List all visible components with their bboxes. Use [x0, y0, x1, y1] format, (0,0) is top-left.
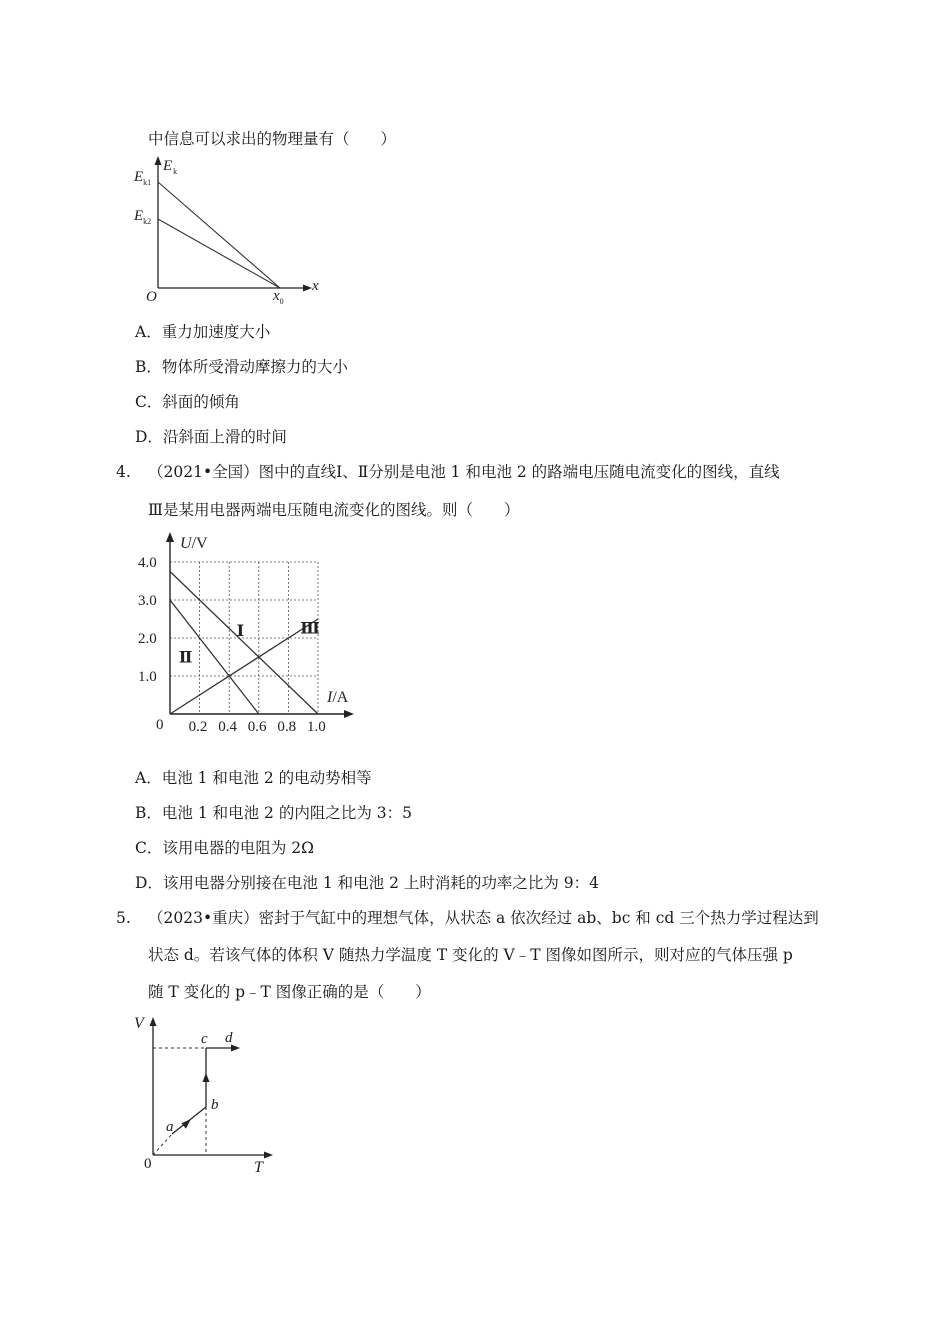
q4-x-tick-label: 1.0	[307, 719, 326, 735]
q4-ui-chart	[128, 528, 368, 740]
q5-point-d: d	[225, 1030, 233, 1046]
q5-point-a: a	[166, 1119, 174, 1135]
q5-y-axis-arrow	[150, 1017, 157, 1026]
q3-x-axis-arrow	[303, 285, 312, 292]
q4-y-tick-label: 1.0	[138, 669, 157, 685]
q5-arrow-ab	[182, 1119, 192, 1129]
q5-stem-line2: 状态 d。若该气体的体积 V 随热力学温度 T 变化的 V﹣T 图像如图所示，则对应的气体压强 p	[148, 946, 793, 964]
q4-x-tick-label: 0.4	[218, 719, 237, 735]
q4-option-b[interactable]: B．电池 1 和电池 2 的内阻之比为 3：5	[135, 804, 412, 822]
q4-stem-line1: （2021•全国）图中的直线Ⅰ、Ⅱ分别是电池 1 和电池 2 的路端电压随电流变化的图线，直线	[148, 463, 780, 481]
q5-arrow-bc	[203, 1073, 210, 1082]
q3-option-b[interactable]: B．物体所受滑动摩擦力的大小	[135, 358, 348, 376]
q4-option-d[interactable]: D．该用电器分别接在电池 1 和电池 2 上时消耗的功率之比为 9：4	[135, 874, 600, 892]
q3-option-c[interactable]: C．斜面的倾角	[135, 393, 240, 411]
q5-number: 5.	[116, 909, 131, 927]
q3-option-d[interactable]: D．沿斜面上滑的时间	[135, 428, 287, 446]
q4-x-tick-label: 0.6	[247, 719, 267, 735]
q4-y-tick-label: 2.0	[138, 631, 157, 647]
q3-ek1-label: $E_{k1}$	[134, 169, 152, 187]
q4-stem-line2: Ⅲ是某用电器两端电压随电流变化的图线。则（ ）	[148, 501, 520, 519]
q3-y-axis-label: $E_k$	[163, 158, 178, 176]
q4-option-a[interactable]: A．电池 1 和电池 2 的电动势相等	[135, 769, 372, 787]
q5-origin-label: 0	[144, 1156, 152, 1172]
q4-series-line-1	[170, 572, 318, 715]
q5-x-axis-label: T	[254, 1159, 263, 1176]
q4-series	[170, 572, 318, 715]
q3-ek-x-figure	[128, 152, 333, 312]
q4-y-tick-label: 4.0	[138, 555, 157, 571]
q3-origin-label: O	[146, 289, 157, 305]
q5-y-axis-label: V	[134, 1015, 144, 1032]
q4-axes	[166, 532, 354, 718]
q4-x-axis-arrow	[344, 710, 354, 718]
q3-x-axis-label: x	[312, 278, 319, 294]
q5-x-axis-arrow	[264, 1152, 273, 1159]
q4-y-axis-arrow	[166, 532, 174, 542]
q4-series-label-3: Ⅲ	[300, 620, 320, 638]
q5-stem-line3: 随 T 变化的 p﹣T 图像正确的是（ ）	[148, 983, 431, 1001]
q5-point-b: b	[211, 1097, 219, 1113]
q4-x-tick-label: 0.8	[277, 719, 297, 735]
q5-stem-line1: （2023•重庆）密封于气缸中的理想气体，从状态 a 依次经过 ab、bc 和 cd 三个热力学过程达到	[148, 909, 819, 927]
q4-y-tick-label: 3.0	[138, 593, 157, 609]
q4-x-tick-label: 0.2	[188, 719, 208, 735]
q5-vt-figure	[128, 1010, 288, 1180]
q4-series-label-1: Ⅰ	[236, 623, 245, 641]
q3-option-a[interactable]: A．重力加速度大小	[135, 323, 271, 341]
q5-point-c: c	[201, 1031, 208, 1047]
q3-line-ek1	[158, 182, 280, 288]
q5-dashed-origin-to-a	[153, 1134, 172, 1155]
q4-number: 4.	[116, 463, 131, 481]
q4-x-axis-label: I/A	[327, 689, 349, 706]
q4-option-c[interactable]: C．该用电器的电阻为 2Ω	[135, 839, 314, 857]
q3-stem-tail: 中信息可以求出的物理量有（ ）	[148, 130, 397, 148]
q3-y-axis-arrow	[155, 156, 162, 165]
q4-y-axis-label: U/V	[180, 535, 208, 552]
q3-x0-label: $x_0$	[273, 288, 284, 306]
q4-series-label-2: Ⅱ	[178, 649, 193, 667]
q3-line-ek2	[158, 219, 280, 288]
q3-ek2-label: $E_{k2}$	[134, 208, 152, 226]
q4-origin-label: 0	[156, 717, 164, 733]
